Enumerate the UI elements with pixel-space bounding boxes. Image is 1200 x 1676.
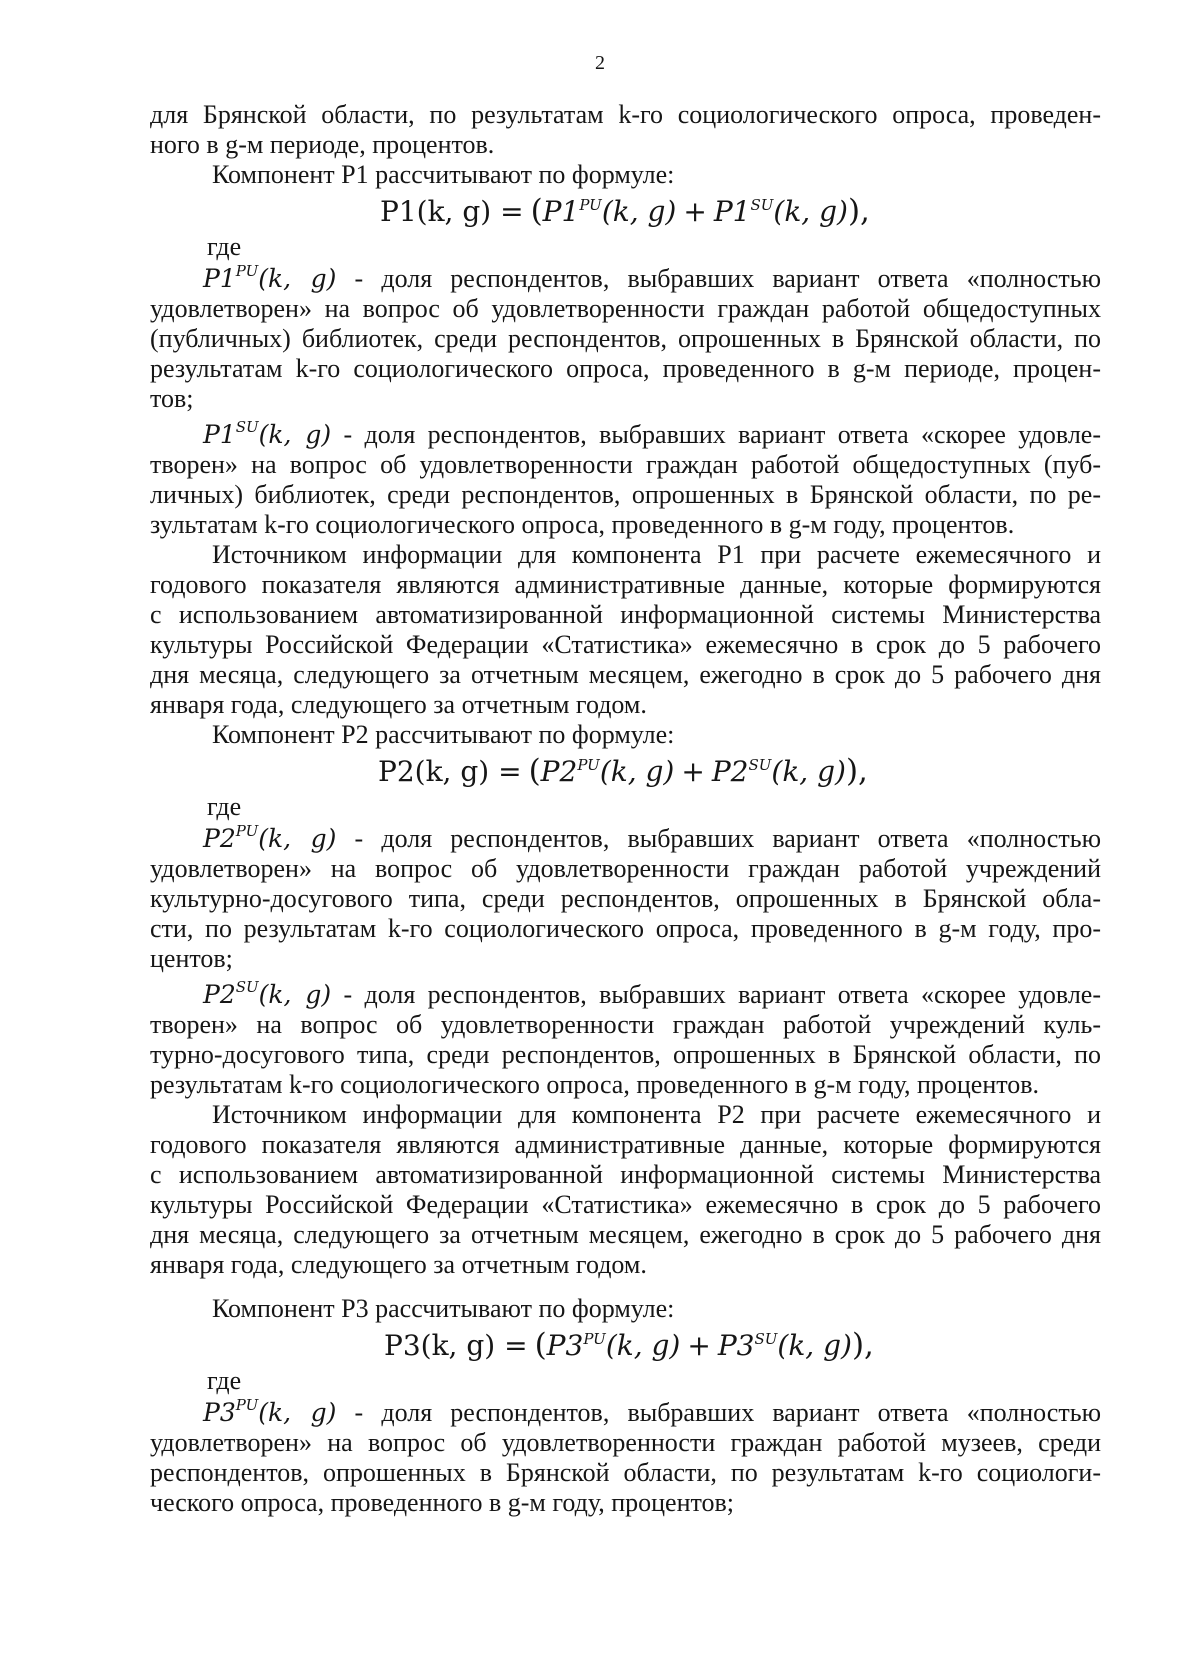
formula-term: P3 <box>717 1329 755 1362</box>
formula-paren: ( <box>530 193 543 229</box>
formula-p3 <box>150 1324 1101 1366</box>
formula-args: (k, g) <box>599 755 675 788</box>
formula-lhs: P3(k, g) = <box>384 1329 528 1362</box>
formula-args: (k, g) <box>771 755 846 788</box>
formula-paren: ( <box>534 1327 547 1363</box>
text-line: января года, следующего за отчетным годом. <box>150 1250 647 1279</box>
text-line: с использованием автоматизированной информационной системы Министерства <box>150 1160 1101 1189</box>
symbol: $P1^{SU}(k$, g) <box>203 418 332 449</box>
formula-args: (k, g) <box>777 1329 852 1362</box>
formula-paren: ( <box>528 753 541 789</box>
formula-args: (k, g) <box>773 195 848 228</box>
text-line: удовлетворен» на вопрос об удовлетворенности граждан работой музеев, среди <box>150 1428 1101 1457</box>
text-line: ного в g-м периоде, процентов. <box>150 130 495 159</box>
formula-args: (k, g) <box>601 195 677 228</box>
text-line: где <box>207 1366 242 1395</box>
text-line: турно-досугового типа, среди респондентов, опрошенных в Брянской области, по <box>150 1040 1101 1069</box>
definition-line: $P1^{SU}(k$, g) - доля респондентов, выбравших вариант ответа «скорее удовле- <box>203 418 1101 449</box>
formula-superscript: PU <box>577 756 600 774</box>
formula-superscript: PU <box>583 1330 606 1348</box>
text-line: дня месяца, следующего за отчетным месяцем, ежегодно в срок до 5 рабочего дня <box>150 660 1101 689</box>
text-line: культуры Российской Федерации «Статистика» ежемесячно в срок до 5 рабочего <box>150 1190 1101 1219</box>
text-line: центов; <box>150 944 233 973</box>
formula-superscript: PU <box>579 196 602 214</box>
text-line: для Брянской области, по результатам k-го социологического опроса, проведен- <box>150 100 1101 129</box>
formula-paren: ), <box>845 753 868 789</box>
formula-term: P2 <box>540 755 578 788</box>
definition-line: $P3^{PU}(k$, g) - доля респондентов, выбравших вариант ответа «полностью <box>203 1396 1101 1427</box>
text-line: годового показателя являются административные данные, которые формируются <box>150 1130 1101 1159</box>
definition-line: $P2^{SU}(k$, g) - доля респондентов, выбравших вариант ответа «скорее удовле- <box>203 978 1101 1009</box>
definition-line: $P1^{PU}(k$, g) - доля респондентов, выбравших вариант ответа «полностью <box>203 262 1101 293</box>
formula-lhs: P2(k, g) = <box>378 755 522 788</box>
text-line: где <box>207 792 242 821</box>
formula-plus: + <box>687 1329 711 1362</box>
formula-superscript: SU <box>754 1330 778 1348</box>
text-line: дня месяца, следующего за отчетным месяцем, ежегодно в срок до 5 рабочего дня <box>150 1220 1101 1249</box>
text-line: Компонент Р2 рассчитывают по формуле: <box>212 720 675 749</box>
text-line: годового показателя являются административные данные, которые формируются <box>150 570 1101 599</box>
formula-p2 <box>150 750 1101 792</box>
text-line: где <box>207 232 242 261</box>
formula-superscript: SU <box>750 196 774 214</box>
formula-superscript: SU <box>748 756 772 774</box>
formula-term: P3 <box>546 1329 584 1362</box>
page-number: 2 <box>595 52 605 74</box>
text-line: Источником информации для компонента Р1 при расчете ежемесячного и <box>212 540 1101 569</box>
text-line: удовлетворен» на вопрос об удовлетворенности граждан работой учреждений <box>150 854 1101 883</box>
symbol: $P1^{PU}(k$, g) <box>203 262 337 293</box>
text-line: тов; <box>150 384 194 413</box>
text-line: творен» на вопрос об удовлетворенности граждан работой учреждений куль- <box>150 1010 1101 1039</box>
text-line: января года, следующего за отчетным годом. <box>150 690 647 719</box>
text-line: личных) библиотек, среди респондентов, опрошенных в Брянской области, по ре- <box>150 480 1101 509</box>
text-line: Компонент Р3 рассчитывают по формуле: <box>212 1294 675 1323</box>
formula-term: P2 <box>711 755 749 788</box>
text-line: культурно-досугового типа, среди респондентов, опрошенных в Брянской обла- <box>150 884 1101 913</box>
text-column <box>150 100 1101 1518</box>
symbol: $P2^{SU}(k$, g) <box>203 978 332 1009</box>
text-line: результатам k-го социологического опроса, проведенного в g-м году, процентов. <box>150 1070 1040 1099</box>
text-line: Компонент Р1 рассчитывают по формуле: <box>212 160 675 189</box>
text-line: сти, по результатам k-го социологического опроса, проведенного в g-м году, про- <box>150 914 1101 943</box>
definition-line: $P2^{PU}(k$, g) - доля респондентов, выбравших вариант ответа «полностью <box>203 822 1101 853</box>
formula-term: P1 <box>713 195 751 228</box>
formula-term: P1 <box>542 195 580 228</box>
symbol: $P2^{PU}(k$, g) <box>203 822 337 853</box>
text-line: культуры Российской Федерации «Статистика» ежемесячно в срок до 5 рабочего <box>150 630 1101 659</box>
formula-args: (k, g) <box>605 1329 681 1362</box>
text-line: удовлетворен» на вопрос об удовлетворенности граждан работой общедоступных <box>150 294 1101 323</box>
formula-plus: + <box>683 195 707 228</box>
formula-paren: ), <box>847 193 870 229</box>
text-line: ческого опроса, проведенного в g-м году, процентов; <box>150 1488 735 1517</box>
text-line: творен» на вопрос об удовлетворенности граждан работой общедоступных (пуб- <box>150 450 1101 479</box>
text-line: респондентов, опрошенных в Брянской области, по результатам k-го социологи- <box>150 1458 1101 1487</box>
formula-paren: ), <box>851 1327 874 1363</box>
formula-lhs: P1(k, g) = <box>380 195 524 228</box>
text-line: с использованием автоматизированной информационной системы Министерства <box>150 600 1101 629</box>
text-line: (публичных) библиотек, среди респондентов, опрошенных в Брянской области, по <box>150 324 1101 353</box>
text-line: зультатам k-го социологического опроса, проведенного в g-м году, процентов. <box>150 510 1015 539</box>
formula-p1 <box>150 190 1101 232</box>
symbol: $P3^{PU}(k$, g) <box>203 1396 337 1427</box>
text-line: результатам k-го социологического опроса, проведенного в g-м периоде, процен- <box>150 354 1101 383</box>
formula-plus: + <box>681 755 705 788</box>
text-line: Источником информации для компонента Р2 при расчете ежемесячного и <box>212 1100 1101 1129</box>
